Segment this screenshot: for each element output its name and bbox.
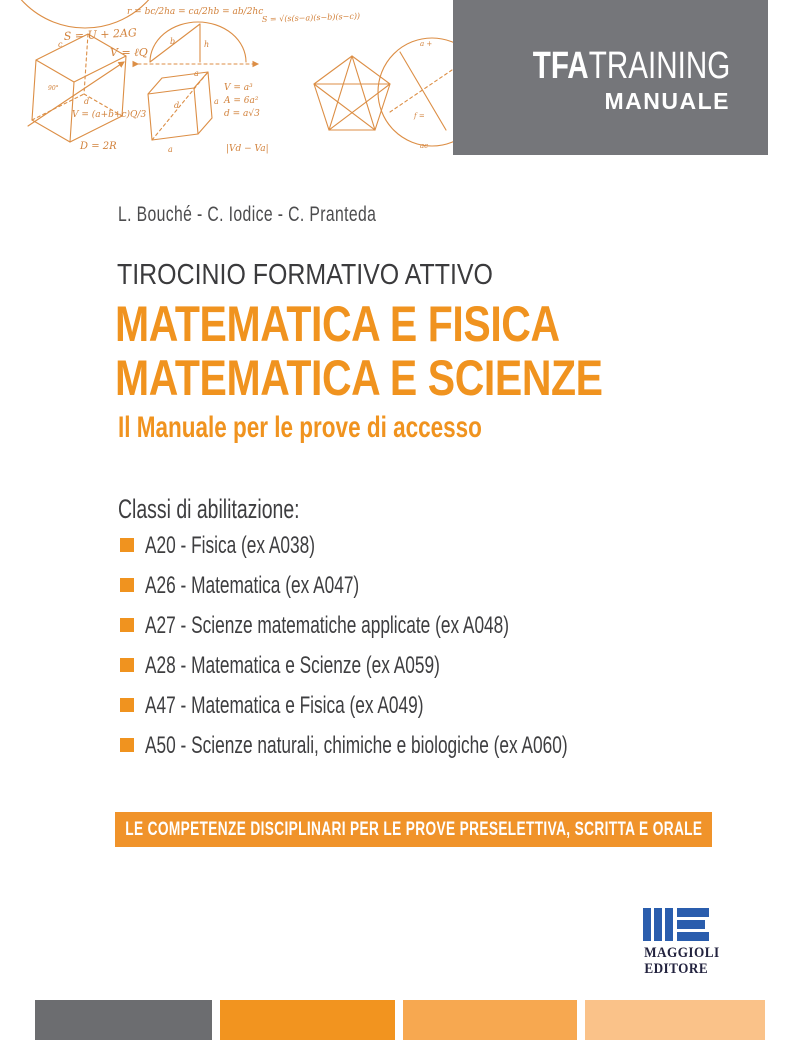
footer-stripe-orange-mid: [403, 1000, 577, 1040]
square-bullet-icon: [120, 698, 134, 712]
list-item-text: A50 - Scienze naturali, chimiche e biologiche (ex A060): [145, 732, 568, 759]
list-item-text: A27 - Scienze matematiche applicate (ex A048): [145, 612, 510, 639]
formula-text: r = bc/2ha = ca/2hb = ab/2hc: [127, 7, 264, 17]
list-item-label: [145, 532, 381, 560]
label-a: a: [214, 97, 219, 106]
label-angle: 90°: [48, 85, 59, 92]
brand-tfa-text: TFA: [532, 45, 589, 87]
formula-text: D = 2R: [80, 141, 117, 152]
cube-sketch: [148, 72, 212, 140]
publisher-name-line1: MAGGIOLI: [644, 945, 720, 961]
square-bullet-icon: [120, 578, 134, 592]
subtitle-text: Il Manuale per le prove di accesso: [118, 411, 482, 444]
list-item: [120, 572, 732, 612]
list-item-text: A26 - Matematica (ex A047): [145, 572, 360, 599]
pentagon-sketch: [314, 56, 390, 130]
title-line-2: MATEMATICA E SCIENZE: [115, 350, 603, 406]
list-item-text: A20 - Fisica (ex A038): [145, 532, 315, 559]
list-item: [120, 692, 732, 732]
formula-text: S = U + 2AG: [63, 26, 138, 43]
brand-training-text: TRAINING: [588, 45, 730, 87]
label-h: h: [204, 40, 210, 49]
book-title: [115, 297, 710, 405]
publisher-wordmark: [639, 945, 720, 977]
label-d: d: [174, 101, 180, 110]
fragment-text: f =: [414, 112, 425, 120]
authors-text: L. Bouché - C. Iodice - C. Pranteda: [118, 203, 377, 226]
series-brand-box: [453, 0, 768, 155]
list-item-label: [145, 612, 651, 640]
book-subtitle: [118, 411, 603, 445]
formula-text: A = 6a²: [224, 96, 259, 106]
title-line-1: MATEMATICA E FISICA: [115, 296, 560, 352]
classi-list: [120, 532, 732, 772]
list-item-label: [145, 572, 442, 600]
list-item-text: A28 - Matematica e Scienze (ex A059): [145, 652, 440, 679]
fragment-text: ac: [420, 142, 429, 150]
competenze-banner: [115, 812, 712, 847]
list-item: [120, 532, 732, 572]
square-bullet-icon: [120, 658, 134, 672]
authors-line: [118, 203, 462, 227]
list-item-text: A47 - Matematica e Fisica (ex A049): [145, 692, 424, 719]
title-kicker: [117, 259, 554, 292]
label-c: c: [58, 40, 63, 49]
formula-text: V = ℓQ: [110, 46, 148, 59]
semicircle-sketch: [138, 22, 258, 64]
title-kicker-text: TIROCINIO FORMATIVO ATTIVO: [117, 259, 493, 291]
publisher-name-line2: EDITORE: [644, 961, 708, 977]
formula-text: V = a³: [224, 83, 253, 93]
list-item-label: [145, 652, 555, 680]
formula-text: d = a√3: [224, 109, 260, 119]
footer-stripe-gray: [35, 1000, 212, 1040]
square-bullet-icon: [120, 538, 134, 552]
publisher-logo: [639, 908, 720, 977]
math-sketches-illustration: [0, 0, 455, 162]
classi-heading: [118, 494, 370, 525]
formula-text: |Vd − Va|: [226, 144, 269, 154]
banner-text: LE COMPETENZE DISCIPLINARI PER LE PROVE PRESELETTIVA, SCRITTA E ORALE: [124, 818, 703, 840]
circle-chords-sketch: [378, 38, 455, 146]
formula-text: V = (a+b+c)Q/3: [72, 110, 147, 120]
series-logo: [453, 47, 730, 85]
list-item-label: [145, 692, 532, 720]
list-item-label: [145, 732, 732, 760]
footer-stripe-orange-light: [585, 1000, 765, 1040]
square-bullet-icon: [120, 738, 134, 752]
math-sketch-band: [0, 0, 455, 162]
label-d: d: [84, 97, 90, 106]
fragment-text: a +: [420, 40, 433, 48]
list-item: [120, 652, 732, 692]
label-b: b: [170, 37, 176, 46]
list-item: [120, 612, 732, 652]
footer-stripe-orange: [220, 1000, 395, 1040]
list-item: [120, 732, 732, 772]
formula-text: S = √(s(s−a)(s−b)(s−c)): [261, 11, 361, 24]
square-bullet-icon: [120, 618, 134, 632]
classi-heading-text: Classi di abilitazione:: [118, 494, 300, 524]
maggioli-logo-icon: [643, 908, 709, 941]
brand-manuale-text: MANUALE: [604, 88, 730, 114]
label-a: a: [194, 69, 199, 78]
label-a: a: [168, 145, 173, 154]
